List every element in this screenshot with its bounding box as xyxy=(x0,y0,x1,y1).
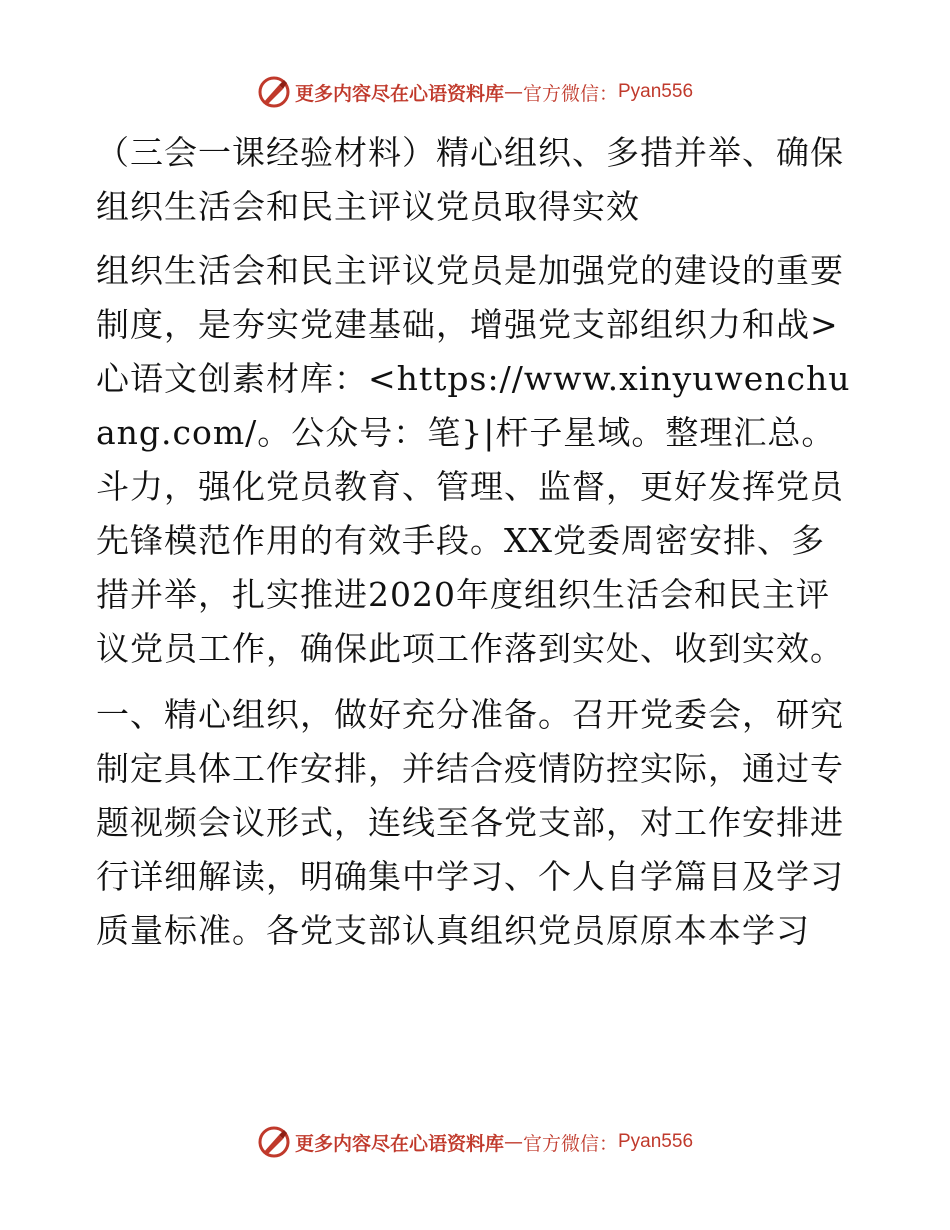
paragraph-section-one: 一、精心组织，做好充分准备。召开党委会，研究制定具体工作安排，并结合疫情防控实际，通过专题视频会议形式，连线至各党支部，对工作安排进行详细解读，明确集中学习、个人自学篇目及学习质量标准。各党支部认真组织党员原原本本学习 xyxy=(96,695,844,950)
pen-logo-icon xyxy=(257,75,291,109)
banner-text: 更多内容尽在心语资料库 xyxy=(294,82,504,105)
banner-text: 更多内容尽在心语资料库 xyxy=(294,1132,504,1155)
banner-contact-label: 官方微信： xyxy=(522,1132,618,1155)
banner-contact-id: Pyan556 xyxy=(618,81,694,102)
document-body xyxy=(96,126,856,970)
banner-separator: — xyxy=(503,81,523,103)
document-title: （三会一课经验材料）精心组织、多措并举、确保组织生活会和民主评议党员取得实效 xyxy=(96,133,844,226)
footer-banner xyxy=(0,1122,950,1162)
header-banner xyxy=(0,72,950,112)
paragraph-intro: 组织生活会和民主评议党员是加强党的建设的重要制度，是夯实党建基础，增强党支部组织力和战>心语文创素材库：<https://www.xinyuwenchuang.com/。公众号：笔}|杆子星域。整理汇总。斗力，强化党员教育、管理、监督，更好发挥党员先锋模范作用的有效手段。XX党委周密安排、多措并举，扎实推进2020年度组织生活会和民主评议党员工作，确保此项工作落到实处、收到实效。 xyxy=(96,251,851,668)
banner-contact-label: 官方微信： xyxy=(522,82,618,105)
banner-separator: — xyxy=(503,1131,523,1153)
pen-logo-icon xyxy=(257,1125,291,1159)
banner-contact-id: Pyan556 xyxy=(618,1131,694,1152)
